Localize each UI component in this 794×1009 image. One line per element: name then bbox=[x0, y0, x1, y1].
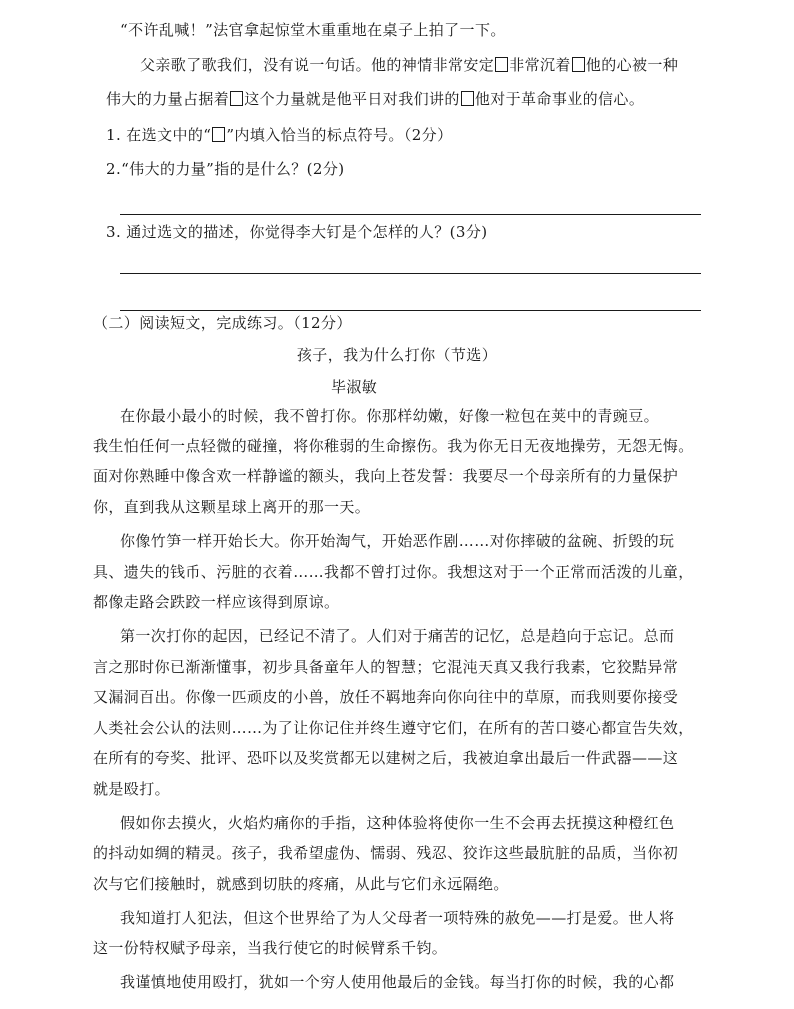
passage1-line2 bbox=[140, 55, 678, 75]
passage2-line-12: 在所有的夸奖、批评、恐吓以及奖赏都无以建树之后，我被迫拿出最后一件武器——这 bbox=[93, 749, 679, 767]
article-author: 毕淑敏 bbox=[331, 378, 378, 396]
blank-box-1[interactable] bbox=[495, 57, 508, 72]
answer-line-q3-1[interactable] bbox=[120, 273, 701, 274]
blank-box-4[interactable] bbox=[461, 91, 474, 106]
passage2-line-2: 我生怕任何一点轻微的碰撞，将你稚弱的生命擦伤。我为你无日无夜地操劳，无怨无悔。 bbox=[93, 437, 694, 455]
blank-box-3[interactable] bbox=[230, 91, 243, 106]
passage2-line-11: 人类社会公认的法则……为了让你记住并终生遵守它们，在所有的苦口婆心都宣告失效， bbox=[93, 719, 694, 737]
question-1-part1: 1. 在选文中的“ bbox=[106, 126, 212, 144]
passage1-line3-part2: 这个力量就是他平日对我们讲的 bbox=[244, 90, 460, 108]
article-title: 孩子，我为什么打你（节选） bbox=[296, 346, 498, 364]
passage2-line-4: 你，直到我从这颗星球上离开的那一天。 bbox=[93, 498, 371, 516]
passage1-line2-part3: 他的心被一种 bbox=[585, 56, 679, 74]
passage2-line-1: 在你最小最小的时候，我不曾打你。你那样幼嫩，好像一粒包在荚中的青豌豆。 bbox=[120, 407, 660, 425]
passage2-line-18: 这一份特权赋予母亲，当我行使它的时候臂系千钧。 bbox=[93, 939, 448, 957]
passage1-line2-part2: 非常沉着 bbox=[509, 56, 571, 74]
passage2-line-16: 次与它们接触时，就感到切肤的疼痛，从此与它们永远隔绝。 bbox=[93, 875, 509, 893]
passage2-line-17: 我知道打人犯法，但这个世界给了为人父母者一项特殊的赦免——打是爱。世人将 bbox=[120, 909, 675, 927]
passage2-line-5: 你像竹笋一样开始长大。你开始淘气，开始恶作剧……对你摔破的盆碗、折毁的玩 bbox=[120, 532, 675, 550]
blank-box-2[interactable] bbox=[572, 57, 585, 72]
answer-line-q2[interactable] bbox=[120, 214, 701, 215]
passage2-line-10: 又漏洞百出。你像一匹顽皮的小兽，放任不羁地奔向你向往中的草原，而我则要你接受 bbox=[93, 688, 679, 706]
question-1-box-icon bbox=[212, 127, 225, 142]
question-3: 3. 通过选文的描述，你觉得李大钉是个怎样的人？(3分) bbox=[106, 223, 488, 241]
answer-line-q3-2[interactable] bbox=[120, 310, 701, 311]
passage1-line3-part3: 他对于革命事业的信心。 bbox=[474, 90, 645, 108]
passage2-line-13: 就是殴打。 bbox=[93, 780, 171, 798]
passage1-line3-part1: 伟大的力量占据着 bbox=[106, 90, 230, 108]
question-1 bbox=[106, 125, 452, 145]
passage2-line-14: 假如你去摸火，火焰灼痛你的手指，这种体验将使你一生不会再去抚摸这种橙红色 bbox=[120, 814, 675, 832]
passage2-line-8: 第一次打你的起因，已经记不清了。人们对于痛苦的记忆，总是趋向于忘记。总而 bbox=[120, 627, 675, 645]
passage2-line-3: 面对你熟睡中像含欢一样静谧的额头，我向上苍发誓：我要尽一个母亲所有的力量保护 bbox=[93, 467, 679, 485]
passage1-line2-part1: 父亲歌了歌我们，没有说一句话。他的神情非常安定 bbox=[140, 56, 495, 74]
question-1-part2: ”内填入恰当的标点符号。（2分） bbox=[226, 126, 453, 144]
passage1-line3 bbox=[106, 89, 644, 109]
passage2-line-9: 言之那时你已渐渐懂事，初步具备童年人的智慧；它混沌天真又我行我素，它狡黠异常 bbox=[93, 658, 679, 676]
question-2: 2.“伟大的力量”指的是什么？(2分) bbox=[106, 160, 345, 178]
passage1-line1: “不许乱喊！”法官拿起惊堂木重重地在桌子上拍了一下。 bbox=[120, 21, 506, 39]
section2-heading: （二）阅读短文，完成练习。（12分） bbox=[93, 314, 352, 332]
passage2-line-6: 具、遗失的钱币、污脏的衣着……我都不曾打过你。我想这对于一个正常而活泼的儿童， bbox=[93, 563, 694, 581]
passage2-line-7: 都像走路会跌跤一样应该得到原谅。 bbox=[93, 593, 340, 611]
passage2-line-15: 的抖动如绸的精灵。孩子，我希望虚伪、懦弱、残忍、狡诈这些最肮脏的品质，当你初 bbox=[93, 844, 679, 862]
passage2-line-19: 我谨慎地使用殴打，犹如一个穷人使用他最后的金钱。每当打你的时候，我的心都 bbox=[120, 973, 675, 991]
